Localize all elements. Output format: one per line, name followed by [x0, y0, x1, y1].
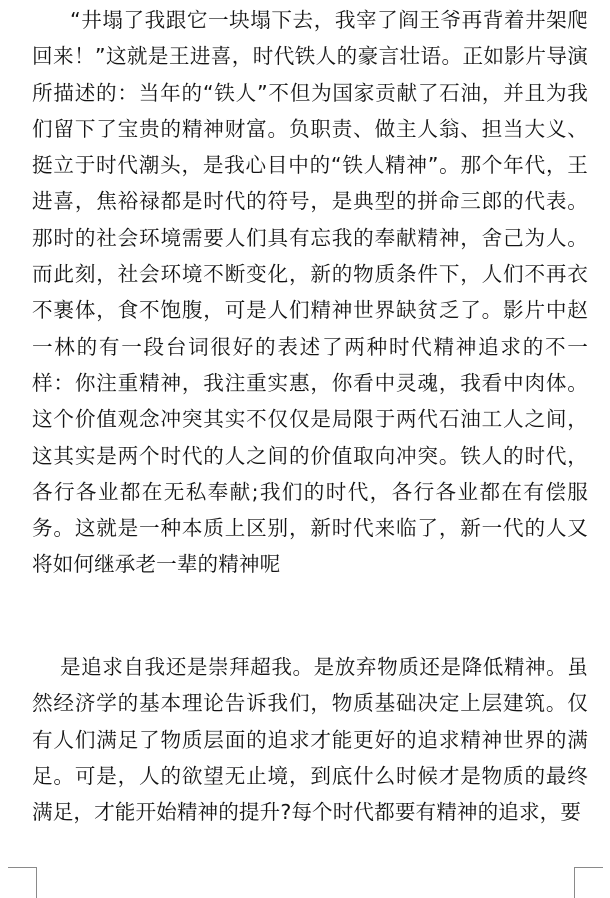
body-paragraph-1: “井塌了我跟它一块塌下去，我宰了阎王爷再背着井架爬回来！”这就是王进喜，时代铁人的豪言壮语。正如影片导演所描述的：当年的“铁人”不但为国家贡献了石油，并且为我们留下了宝贵的精神财富。负职责、做主人翁、担当大义、挺立于时代潮头，是我心目中的“铁人精神”。那个年代，王进喜，焦裕禄都是时代的符号，是典型的拼命三郎的代表。那时的社会环境需要人们具有忘我的奉献精神，舍己为人。而此刻，社会环境不断变化，新的物质条件下，人们不再衣不裹体，食不饱腹，可是人们精神世界缺贫乏了。影片中赵一林的有一段台词很好的表述了两种时代精神追求的不一样：你注重精神，我注重实惠，你看中灵魂，我看中肉体。这个价值观念冲突其实不仅仅是局限于两代石油工人之间，这其实是两个时代的人之间的价值取向冲突。铁人的时代，各行各业都在无私奉献;我们的时代，各行各业都在有偿服务。这就是一种本质上区别，新时代来临了，新一代的人又将如何继承老一辈的精神呢	[32, 8, 588, 577]
page-break-gap	[0, 858, 610, 898]
body-paragraph-2: 是追求自我还是崇拜超我。是放弃物质还是降低精神。虽然经济学的基本理论告诉我们，物质基础决定上层建筑。仅有人们满足了物质层面的追求才能更好的追求精神世界的满足。可是，人的欲望无止境，到底什么时候才是物质的最终满足，才能开始精神的提升?每个时代都要有精神的追求，要	[32, 655, 588, 825]
page-corner-mark-left	[8, 867, 37, 898]
page-corner-mark-right	[574, 867, 603, 898]
